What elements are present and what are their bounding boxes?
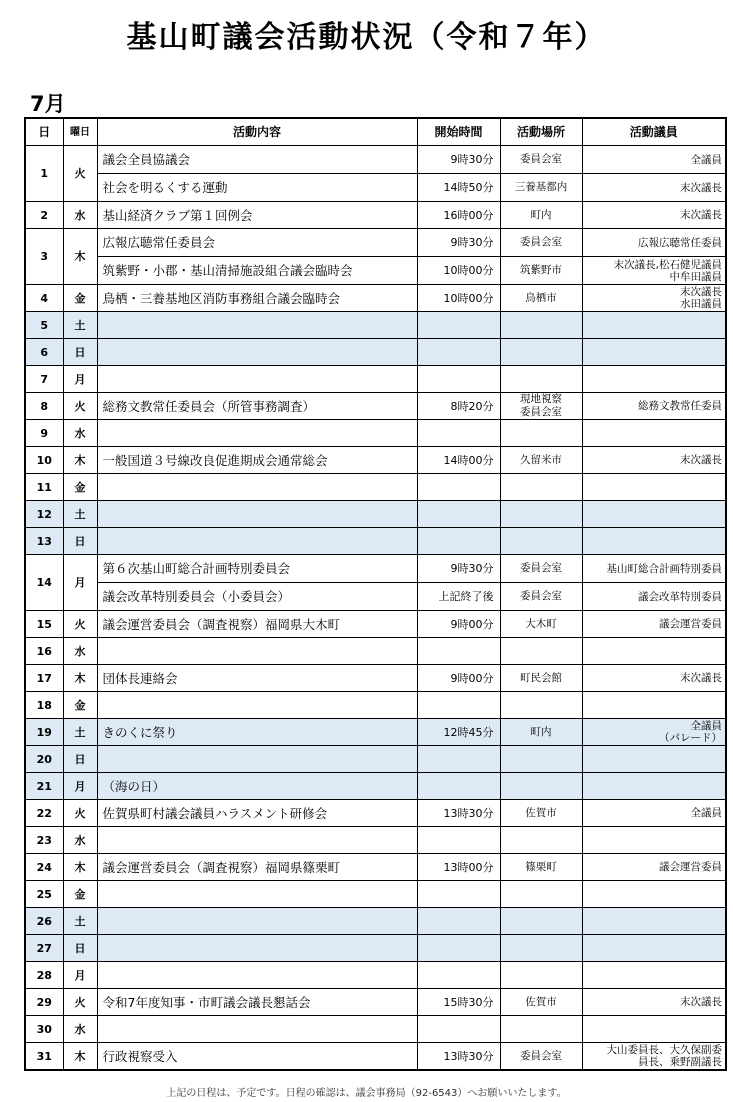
activity-cell-empty: [97, 935, 417, 962]
day-number: 25: [25, 881, 63, 908]
start-time-cell: [417, 773, 500, 800]
table-row: [25, 202, 726, 229]
start-time-cell: 9時30分: [417, 229, 500, 257]
activity-cell-empty: [97, 420, 417, 447]
table-row: [25, 366, 726, 393]
page-title: 基山町議会活動状況（令和７年）: [126, 20, 607, 55]
members-cell: [582, 719, 726, 746]
place-cell: 委員会室: [500, 229, 582, 257]
table-body: [25, 146, 726, 1071]
place-cell-empty: [500, 935, 582, 962]
start-time-cell-empty: [417, 339, 500, 366]
day-number: 9: [25, 420, 63, 447]
place-cell-empty: [500, 501, 582, 528]
weekday: 金: [63, 692, 97, 719]
place-cell-empty: [500, 746, 582, 773]
weekday: 木: [63, 1043, 97, 1071]
day-number: 19: [25, 719, 63, 746]
day-number: 18: [25, 692, 63, 719]
place-cell: 三養基都内: [500, 174, 582, 202]
activity-cell: 議会全員協議会: [97, 146, 417, 174]
day-number: 8: [25, 393, 63, 420]
members-cell-empty: [582, 638, 726, 665]
start-time-cell-empty: [417, 474, 500, 501]
activity-cell-empty: [97, 312, 417, 339]
start-time-cell: 8時20分: [417, 393, 500, 420]
place-cell-empty: [500, 962, 582, 989]
members-cell: 末次議長: [582, 447, 726, 474]
weekday: 日: [63, 528, 97, 555]
start-time-cell-empty: [417, 1016, 500, 1043]
members-cell-empty: [582, 827, 726, 854]
weekday: 火: [63, 611, 97, 638]
place-cell-empty: [500, 638, 582, 665]
header-weekday: 曜日: [63, 118, 97, 146]
day-number: 12: [25, 501, 63, 528]
day-number: 27: [25, 935, 63, 962]
table-row: [25, 229, 726, 257]
table-row: [25, 312, 726, 339]
members-cell-empty: [582, 908, 726, 935]
activity-cell: 広報広聴常任委員会: [97, 229, 417, 257]
place-cell: 町内: [500, 719, 582, 746]
place-cell: 委員会室: [500, 1043, 582, 1071]
day-number: 20: [25, 746, 63, 773]
members-cell: 基山町総合計画特別委員: [582, 555, 726, 583]
table-row: [25, 528, 726, 555]
members-cell-empty: [582, 881, 726, 908]
members-line1: 末次議長,松石健児議員: [613, 258, 722, 271]
members-line1: 末次議長: [680, 286, 722, 298]
members-cell: 末次議長: [582, 202, 726, 229]
header-activity: 活動内容: [97, 118, 417, 146]
members-cell-empty: [582, 339, 726, 366]
activity-cell: 総務文教常任委員会（所管事務調査）: [97, 393, 417, 420]
place-cell-empty: [500, 692, 582, 719]
start-time-cell-empty: [417, 746, 500, 773]
activity-cell: 令和7年度知事・市町議会議長懇話会: [97, 989, 417, 1016]
members-cell-empty: [582, 528, 726, 555]
members-cell: 全議員: [582, 146, 726, 174]
members-cell: 全議員: [582, 800, 726, 827]
activity-cell: 筑紫野・小郡・基山清掃施設組合議会臨時会: [97, 257, 417, 285]
start-time-cell-empty: [417, 827, 500, 854]
place-cell-empty: [500, 339, 582, 366]
weekday: 火: [63, 393, 97, 420]
day-number: 17: [25, 665, 63, 692]
day-number: 1: [25, 146, 63, 202]
table-row: [25, 611, 726, 638]
activity-cell-empty: [97, 692, 417, 719]
activity-cell-empty: [97, 746, 417, 773]
members-cell: [582, 285, 726, 312]
weekday: 水: [63, 638, 97, 665]
start-time-cell: 10時00分: [417, 257, 500, 285]
weekday: 木: [63, 229, 97, 285]
table-row: [25, 800, 726, 827]
place-line1: 現地視察: [520, 393, 562, 405]
activity-cell-empty: [97, 474, 417, 501]
table-row: [25, 555, 726, 583]
members-cell-empty: [582, 935, 726, 962]
month-label: 7月: [30, 92, 66, 116]
header-members: 活動議員: [582, 118, 726, 146]
weekday: 木: [63, 665, 97, 692]
start-time-cell: 10時00分: [417, 285, 500, 312]
activity-cell: 鳥栖・三養基地区消防事務組合議会臨時会: [97, 285, 417, 312]
start-time-cell: 9時00分: [417, 665, 500, 692]
activity-cell: 第６次基山町総合計画特別委員会: [97, 555, 417, 583]
day-number: 15: [25, 611, 63, 638]
start-time-cell-empty: [417, 638, 500, 665]
place-cell: 委員会室: [500, 583, 582, 611]
weekday: 日: [63, 935, 97, 962]
members-cell: 末次議長: [582, 174, 726, 202]
members-cell-empty: [582, 420, 726, 447]
members-cell-empty: [582, 366, 726, 393]
table-row: [25, 285, 726, 312]
table-row: [25, 746, 726, 773]
weekday: 金: [63, 285, 97, 312]
day-number: 31: [25, 1043, 63, 1071]
start-time-cell: 9時30分: [417, 555, 500, 583]
weekday: 水: [63, 202, 97, 229]
place-cell-empty: [500, 1016, 582, 1043]
table-row: [25, 174, 726, 202]
activity-cell-empty: [97, 1016, 417, 1043]
table-row: [25, 257, 726, 285]
place-cell: 委員会室: [500, 146, 582, 174]
members-cell: 末次議長: [582, 665, 726, 692]
table-row: [25, 339, 726, 366]
start-time-cell-empty: [417, 420, 500, 447]
footer-note: 上記の日程は、予定です。日程の確認は、議会事務局（92-6543）へお願いいたします。: [166, 1088, 567, 1099]
members-line2: （パレード）: [659, 732, 722, 744]
activity-cell: きのくに祭り: [97, 719, 417, 746]
members-cell-empty: [582, 746, 726, 773]
activity-cell-empty: [97, 962, 417, 989]
table-row: [25, 962, 726, 989]
weekday: 土: [63, 719, 97, 746]
table-row: [25, 474, 726, 501]
table-row: [25, 881, 726, 908]
day-number: 5: [25, 312, 63, 339]
activity-cell: 一般国道３号線改良促進期成会通常総会: [97, 447, 417, 474]
start-time-cell: 9時00分: [417, 611, 500, 638]
day-number: 16: [25, 638, 63, 665]
members-cell: 総務文教常任委員: [582, 393, 726, 420]
members-cell: [582, 773, 726, 800]
day-number: 2: [25, 202, 63, 229]
members-cell: 議会運営委員: [582, 611, 726, 638]
weekday: 水: [63, 827, 97, 854]
table-row: [25, 1016, 726, 1043]
members-line1: 大山委員長、大久保副委: [606, 1044, 722, 1056]
weekday: 水: [63, 1016, 97, 1043]
day-number: 21: [25, 773, 63, 800]
place-cell: 筑紫野市: [500, 257, 582, 285]
table-row: [25, 583, 726, 611]
place-cell: 大木町: [500, 611, 582, 638]
start-time-cell: 14時00分: [417, 447, 500, 474]
place-cell: [500, 393, 582, 420]
members-cell: 広報広聴常任委員: [582, 229, 726, 257]
place-cell: 久留米市: [500, 447, 582, 474]
place-cell: 佐賀市: [500, 989, 582, 1016]
day-number: 13: [25, 528, 63, 555]
table-row: [25, 146, 726, 174]
start-time-cell-empty: [417, 528, 500, 555]
table-row: [25, 665, 726, 692]
day-number: 6: [25, 339, 63, 366]
start-time-cell-empty: [417, 312, 500, 339]
activity-cell-empty: [97, 638, 417, 665]
start-time-cell: 上記終了後: [417, 583, 500, 611]
start-time-cell: 13時00分: [417, 854, 500, 881]
weekday: 火: [63, 800, 97, 827]
day-number: 4: [25, 285, 63, 312]
activity-cell: （海の日）: [97, 773, 417, 800]
start-time-cell-empty: [417, 692, 500, 719]
table-row: [25, 638, 726, 665]
table-row: [25, 447, 726, 474]
members-line2: 員長、乗野副議長: [638, 1056, 722, 1068]
weekday: 土: [63, 501, 97, 528]
weekday: 土: [63, 908, 97, 935]
weekday: 土: [63, 312, 97, 339]
table-row: [25, 1043, 726, 1071]
members-cell-empty: [582, 1016, 726, 1043]
start-time-cell: 13時30分: [417, 1043, 500, 1071]
activity-cell-empty: [97, 881, 417, 908]
place-cell-empty: [500, 827, 582, 854]
table-header-row: [25, 118, 726, 146]
weekday: 木: [63, 447, 97, 474]
place-cell-empty: [500, 366, 582, 393]
day-number: 11: [25, 474, 63, 501]
weekday: 金: [63, 881, 97, 908]
weekday: 月: [63, 555, 97, 611]
activity-cell: 団体長連絡会: [97, 665, 417, 692]
table-row: [25, 420, 726, 447]
members-cell: 末次議長: [582, 989, 726, 1016]
activity-cell: 佐賀県町村議会議員ハラスメント研修会: [97, 800, 417, 827]
members-cell-empty: [582, 312, 726, 339]
activity-cell: 議会運営委員会（調査視察）福岡県篠栗町: [97, 854, 417, 881]
place-cell-empty: [500, 528, 582, 555]
day-number: 26: [25, 908, 63, 935]
members-line1: 全議員: [690, 720, 722, 732]
weekday: 火: [63, 989, 97, 1016]
activity-cell-empty: [97, 908, 417, 935]
weekday: 火: [63, 146, 97, 202]
start-time-cell-empty: [417, 908, 500, 935]
weekday: 日: [63, 339, 97, 366]
activity-cell-empty: [97, 528, 417, 555]
header-day: 日: [25, 118, 63, 146]
place-cell: 佐賀市: [500, 800, 582, 827]
members-cell: [582, 1043, 726, 1071]
table-row: [25, 908, 726, 935]
start-time-cell-empty: [417, 501, 500, 528]
weekday: 金: [63, 474, 97, 501]
weekday: 水: [63, 420, 97, 447]
table-row: [25, 692, 726, 719]
day-number: 7: [25, 366, 63, 393]
activity-cell-empty: [97, 501, 417, 528]
header-start-time: 開始時間: [417, 118, 500, 146]
activity-cell: 基山経済クラブ第１回例会: [97, 202, 417, 229]
weekday: 月: [63, 366, 97, 393]
start-time-cell-empty: [417, 935, 500, 962]
members-cell: 議会運営委員: [582, 854, 726, 881]
weekday: 月: [63, 962, 97, 989]
day-number: 30: [25, 1016, 63, 1043]
table-row: [25, 854, 726, 881]
members-cell-empty: [582, 692, 726, 719]
activity-cell-empty: [97, 827, 417, 854]
place-cell-empty: [500, 881, 582, 908]
day-number: 24: [25, 854, 63, 881]
place-cell: 委員会室: [500, 555, 582, 583]
activity-cell: 議会運営委員会（調査視察）福岡県大木町: [97, 611, 417, 638]
place-cell-empty: [500, 420, 582, 447]
start-time-cell: 14時50分: [417, 174, 500, 202]
start-time-cell: 13時30分: [417, 800, 500, 827]
start-time-cell-empty: [417, 366, 500, 393]
members-cell-empty: [582, 501, 726, 528]
day-number: 23: [25, 827, 63, 854]
place-cell-empty: [500, 312, 582, 339]
day-number: 14: [25, 555, 63, 611]
members-cell-empty: [582, 474, 726, 501]
activity-cell: 議会改革特別委員会（小委員会）: [97, 583, 417, 611]
start-time-cell: 16時00分: [417, 202, 500, 229]
place-cell: [500, 773, 582, 800]
place-cell: 町内: [500, 202, 582, 229]
weekday: 月: [63, 773, 97, 800]
table-row: [25, 719, 726, 746]
table-row: [25, 773, 726, 800]
weekday: 日: [63, 746, 97, 773]
start-time-cell-empty: [417, 962, 500, 989]
place-line2: 委員会室: [520, 406, 562, 418]
activity-cell-empty: [97, 339, 417, 366]
day-number: 28: [25, 962, 63, 989]
day-number: 22: [25, 800, 63, 827]
place-cell: 鳥栖市: [500, 285, 582, 312]
place-cell: 町民会館: [500, 665, 582, 692]
place-cell: 篠栗町: [500, 854, 582, 881]
activity-cell: 行政視察受入: [97, 1043, 417, 1071]
day-number: 3: [25, 229, 63, 285]
activity-cell: 社会を明るくする運動: [97, 174, 417, 202]
weekday: 木: [63, 854, 97, 881]
header-place: 活動場所: [500, 118, 582, 146]
activity-table: [24, 117, 727, 1071]
start-time-cell: 15時30分: [417, 989, 500, 1016]
members-cell: 議会改革特別委員: [582, 583, 726, 611]
day-number: 29: [25, 989, 63, 1016]
table-row: [25, 393, 726, 420]
activity-cell-empty: [97, 366, 417, 393]
table-row: [25, 935, 726, 962]
day-number: 10: [25, 447, 63, 474]
start-time-cell-empty: [417, 881, 500, 908]
members-line2: 水田議員: [680, 298, 722, 310]
members-cell: [582, 257, 726, 285]
place-cell-empty: [500, 474, 582, 501]
table-row: [25, 501, 726, 528]
table-row: [25, 827, 726, 854]
members-cell-empty: [582, 962, 726, 989]
table-row: [25, 989, 726, 1016]
start-time-cell: 9時30分: [417, 146, 500, 174]
members-line2: 中牟田議員: [669, 270, 722, 283]
start-time-cell: 12時45分: [417, 719, 500, 746]
place-cell-empty: [500, 908, 582, 935]
